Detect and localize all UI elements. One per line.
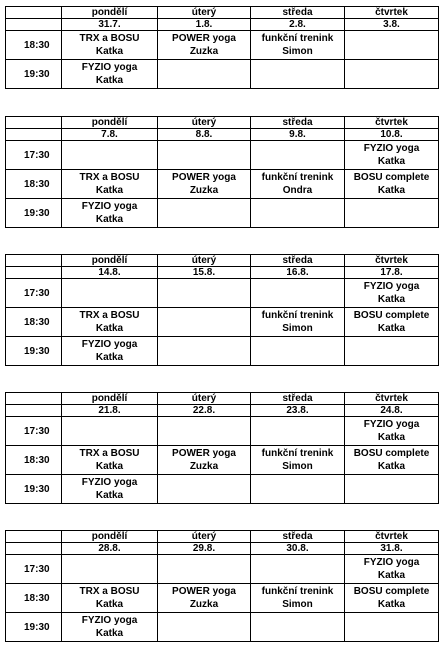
- instructor-name: Zuzka: [189, 185, 219, 196]
- time-cell: 17:30: [6, 279, 62, 308]
- day-header: čtvrtek: [345, 393, 439, 405]
- class-name: TRX a BOSU: [79, 172, 140, 183]
- date-cell: 31.7.: [62, 19, 158, 31]
- instructor-name: Katka: [95, 628, 124, 639]
- class-cell: [251, 446, 345, 475]
- week-table: [5, 392, 439, 504]
- day-header-row: [6, 117, 439, 129]
- day-header-row: [6, 7, 439, 19]
- class-cell: [345, 555, 439, 584]
- time-cell: 17:30: [6, 417, 62, 446]
- empty-cell: [251, 199, 345, 228]
- corner-cell: [6, 393, 62, 405]
- class-cell: [345, 417, 439, 446]
- instructor-name: Katka: [95, 490, 124, 501]
- empty-cell: [251, 279, 345, 308]
- instructor-name: Katka: [95, 185, 124, 196]
- time-slot-row: [6, 31, 439, 60]
- week-table: [5, 530, 439, 642]
- class-cell: [158, 584, 251, 613]
- instructor-name: Simon: [282, 461, 313, 472]
- empty-cell: [251, 141, 345, 170]
- time-cell: 18:30: [6, 31, 62, 60]
- time-slot-row: [6, 60, 439, 89]
- time-cell: 19:30: [6, 199, 62, 228]
- instructor-name: Katka: [95, 352, 124, 363]
- empty-cell: [251, 417, 345, 446]
- class-name: BOSU complete: [353, 586, 430, 597]
- date-row: [6, 129, 439, 141]
- corner-cell: [6, 117, 62, 129]
- day-header: pondělí: [62, 255, 158, 267]
- class-cell: [62, 337, 158, 366]
- empty-cell: [345, 60, 439, 89]
- day-header: úterý: [158, 531, 251, 543]
- corner-cell: [6, 255, 62, 267]
- empty-cell: [251, 337, 345, 366]
- class-name: FYZIO yoga: [81, 62, 138, 73]
- time-cell: 19:30: [6, 337, 62, 366]
- day-header-row: [6, 255, 439, 267]
- class-name: TRX a BOSU: [79, 448, 140, 459]
- class-cell: [158, 446, 251, 475]
- instructor-name: Katka: [377, 599, 406, 610]
- class-cell: [345, 308, 439, 337]
- time-cell: 19:30: [6, 60, 62, 89]
- date-cell: 28.8.: [62, 543, 158, 555]
- date-row: [6, 267, 439, 279]
- time-slot-row: [6, 417, 439, 446]
- day-header: čtvrtek: [345, 531, 439, 543]
- day-header: pondělí: [62, 393, 158, 405]
- time-slot-row: [6, 141, 439, 170]
- time-slot-row: [6, 475, 439, 504]
- date-cell: 31.8.: [345, 543, 439, 555]
- day-header: pondělí: [62, 7, 158, 19]
- empty-cell: [62, 279, 158, 308]
- date-cell: 30.8.: [251, 543, 345, 555]
- instructor-name: Zuzka: [189, 599, 219, 610]
- class-name: FYZIO yoga: [81, 477, 138, 488]
- day-header: čtvrtek: [345, 255, 439, 267]
- time-cell: 19:30: [6, 613, 62, 642]
- time-slot-row: [6, 584, 439, 613]
- date-cell: 1.8.: [158, 19, 251, 31]
- day-header: středa: [251, 117, 345, 129]
- corner-cell: [6, 405, 62, 417]
- day-header: čtvrtek: [345, 117, 439, 129]
- date-cell: 29.8.: [158, 543, 251, 555]
- time-cell: 17:30: [6, 555, 62, 584]
- corner-cell: [6, 543, 62, 555]
- class-name: funkční trenink: [261, 586, 334, 597]
- time-cell: 18:30: [6, 308, 62, 337]
- class-name: POWER yoga: [172, 172, 236, 183]
- date-cell: 7.8.: [62, 129, 158, 141]
- class-name: funkční trenink: [261, 448, 334, 459]
- class-name: FYZIO yoga: [81, 339, 138, 350]
- instructor-name: Ondra: [282, 185, 313, 196]
- class-name: BOSU complete: [353, 448, 430, 459]
- corner-cell: [6, 267, 62, 279]
- week-table: [5, 254, 439, 366]
- class-cell: [62, 60, 158, 89]
- class-name: funkční trenink: [261, 33, 334, 44]
- class-name: FYZIO yoga: [363, 557, 420, 568]
- class-name: POWER yoga: [172, 33, 236, 44]
- time-cell: 18:30: [6, 446, 62, 475]
- instructor-name: Katka: [377, 156, 406, 167]
- day-header: středa: [251, 531, 345, 543]
- time-slot-row: [6, 555, 439, 584]
- class-cell: [62, 446, 158, 475]
- instructor-name: Katka: [95, 46, 124, 57]
- class-name: BOSU complete: [353, 310, 430, 321]
- time-slot-row: [6, 308, 439, 337]
- class-name: funkční trenink: [261, 310, 334, 321]
- day-header: úterý: [158, 255, 251, 267]
- class-cell: [251, 584, 345, 613]
- time-cell: 18:30: [6, 170, 62, 199]
- empty-cell: [158, 60, 251, 89]
- class-name: TRX a BOSU: [79, 310, 140, 321]
- day-header: úterý: [158, 7, 251, 19]
- class-cell: [62, 584, 158, 613]
- instructor-name: Simon: [282, 46, 313, 57]
- class-name: FYZIO yoga: [81, 201, 138, 212]
- empty-cell: [345, 613, 439, 642]
- date-cell: 10.8.: [345, 129, 439, 141]
- date-cell: 14.8.: [62, 267, 158, 279]
- corner-cell: [6, 531, 62, 543]
- time-slot-row: [6, 199, 439, 228]
- class-name: funkční trenink: [261, 172, 334, 183]
- empty-cell: [158, 555, 251, 584]
- day-header: středa: [251, 393, 345, 405]
- instructor-name: Katka: [377, 570, 406, 581]
- empty-cell: [62, 555, 158, 584]
- class-cell: [345, 141, 439, 170]
- day-header: úterý: [158, 393, 251, 405]
- week-table: [5, 6, 439, 89]
- date-cell: 23.8.: [251, 405, 345, 417]
- class-cell: [62, 199, 158, 228]
- time-cell: 18:30: [6, 584, 62, 613]
- empty-cell: [251, 613, 345, 642]
- date-cell: 9.8.: [251, 129, 345, 141]
- empty-cell: [158, 199, 251, 228]
- instructor-name: Katka: [95, 323, 124, 334]
- date-cell: 8.8.: [158, 129, 251, 141]
- class-cell: [62, 613, 158, 642]
- day-header: čtvrtek: [345, 7, 439, 19]
- day-header: středa: [251, 255, 345, 267]
- instructor-name: Katka: [377, 294, 406, 305]
- class-name: TRX a BOSU: [79, 586, 140, 597]
- date-cell: 17.8.: [345, 267, 439, 279]
- instructor-name: Katka: [377, 323, 406, 334]
- class-cell: [251, 31, 345, 60]
- empty-cell: [158, 613, 251, 642]
- instructor-name: Katka: [377, 185, 406, 196]
- time-cell: 17:30: [6, 141, 62, 170]
- class-cell: [62, 475, 158, 504]
- date-cell: 2.8.: [251, 19, 345, 31]
- empty-cell: [62, 417, 158, 446]
- class-cell: [345, 170, 439, 199]
- empty-cell: [345, 31, 439, 60]
- time-cell: 19:30: [6, 475, 62, 504]
- class-cell: [345, 279, 439, 308]
- week-table: [5, 116, 439, 228]
- date-cell: 16.8.: [251, 267, 345, 279]
- date-cell: 3.8.: [345, 19, 439, 31]
- instructor-name: Katka: [377, 432, 406, 443]
- date-cell: 21.8.: [62, 405, 158, 417]
- time-slot-row: [6, 446, 439, 475]
- class-name: POWER yoga: [172, 586, 236, 597]
- class-name: FYZIO yoga: [363, 281, 420, 292]
- class-name: FYZIO yoga: [363, 143, 420, 154]
- instructor-name: Katka: [377, 461, 406, 472]
- class-name: POWER yoga: [172, 448, 236, 459]
- day-header: pondělí: [62, 117, 158, 129]
- day-header: úterý: [158, 117, 251, 129]
- instructor-name: Katka: [95, 599, 124, 610]
- empty-cell: [158, 141, 251, 170]
- date-cell: 15.8.: [158, 267, 251, 279]
- time-slot-row: [6, 613, 439, 642]
- class-cell: [158, 170, 251, 199]
- class-cell: [345, 446, 439, 475]
- time-slot-row: [6, 279, 439, 308]
- date-row: [6, 405, 439, 417]
- empty-cell: [251, 475, 345, 504]
- instructor-name: Simon: [282, 323, 313, 334]
- class-cell: [62, 308, 158, 337]
- time-slot-row: [6, 170, 439, 199]
- date-cell: 22.8.: [158, 405, 251, 417]
- class-name: TRX a BOSU: [79, 33, 140, 44]
- class-cell: [251, 308, 345, 337]
- empty-cell: [345, 475, 439, 504]
- class-cell: [345, 584, 439, 613]
- date-row: [6, 19, 439, 31]
- time-slot-row: [6, 337, 439, 366]
- empty-cell: [62, 141, 158, 170]
- corner-cell: [6, 19, 62, 31]
- instructor-name: Zuzka: [189, 461, 219, 472]
- class-name: FYZIO yoga: [81, 615, 138, 626]
- corner-cell: [6, 129, 62, 141]
- date-row: [6, 543, 439, 555]
- empty-cell: [158, 308, 251, 337]
- class-cell: [251, 170, 345, 199]
- instructor-name: Katka: [95, 214, 124, 225]
- empty-cell: [158, 337, 251, 366]
- instructor-name: Simon: [282, 599, 313, 610]
- empty-cell: [345, 337, 439, 366]
- instructor-name: Katka: [95, 461, 124, 472]
- instructor-name: Katka: [95, 75, 124, 86]
- instructor-name: Zuzka: [189, 46, 219, 57]
- class-cell: [62, 170, 158, 199]
- empty-cell: [158, 417, 251, 446]
- empty-cell: [251, 555, 345, 584]
- empty-cell: [345, 199, 439, 228]
- date-cell: 24.8.: [345, 405, 439, 417]
- class-cell: [158, 31, 251, 60]
- empty-cell: [158, 475, 251, 504]
- empty-cell: [251, 60, 345, 89]
- corner-cell: [6, 7, 62, 19]
- class-cell: [62, 31, 158, 60]
- class-name: FYZIO yoga: [363, 419, 420, 430]
- day-header-row: [6, 393, 439, 405]
- day-header-row: [6, 531, 439, 543]
- day-header: středa: [251, 7, 345, 19]
- day-header: pondělí: [62, 531, 158, 543]
- class-name: BOSU complete: [353, 172, 430, 183]
- empty-cell: [158, 279, 251, 308]
